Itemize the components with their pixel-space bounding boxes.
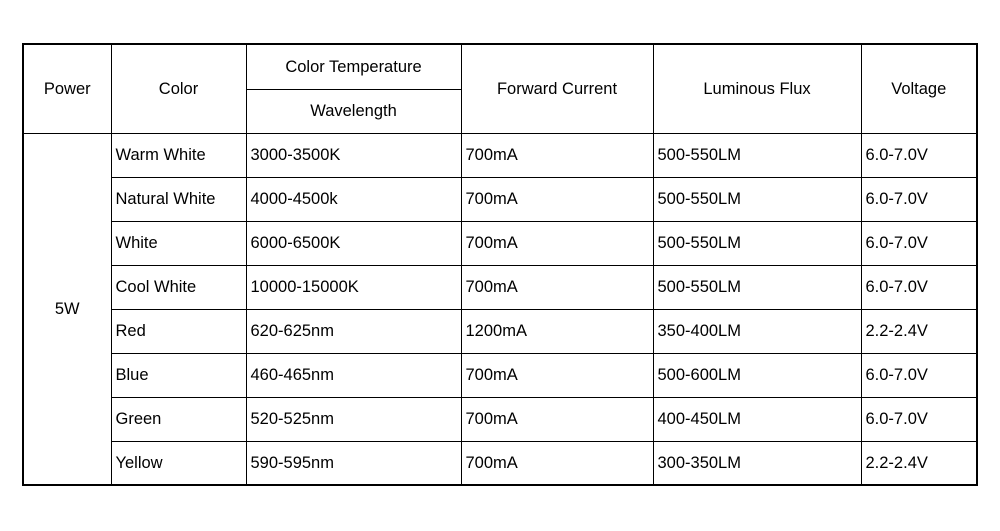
temperature-cell: 520-525nm xyxy=(246,397,461,441)
color-cell: Red xyxy=(111,309,246,353)
flux-cell: 500-550LM xyxy=(653,221,861,265)
voltage-cell: 6.0-7.0V xyxy=(861,177,977,221)
color-cell: Green xyxy=(111,397,246,441)
power-cell: 5W xyxy=(23,133,111,485)
table-row xyxy=(23,397,977,441)
temperature-cell: 590-595nm xyxy=(246,441,461,485)
table-row xyxy=(23,441,977,485)
voltage-cell: 6.0-7.0V xyxy=(861,265,977,309)
header-color-temperature: Color Temperature xyxy=(246,44,461,89)
voltage-cell: 2.2-2.4V xyxy=(861,441,977,485)
current-cell: 700mA xyxy=(461,265,653,309)
table-row xyxy=(23,265,977,309)
voltage-cell: 6.0-7.0V xyxy=(861,133,977,177)
flux-cell: 500-600LM xyxy=(653,353,861,397)
flux-cell: 500-550LM xyxy=(653,133,861,177)
temperature-cell: 4000-4500k xyxy=(246,177,461,221)
header-row xyxy=(23,44,977,89)
current-cell: 700mA xyxy=(461,353,653,397)
current-cell: 700mA xyxy=(461,133,653,177)
header-wavelength: Wavelength xyxy=(246,89,461,133)
header-forward-current: Forward Current xyxy=(461,44,653,133)
current-cell: 700mA xyxy=(461,397,653,441)
color-cell: Blue xyxy=(111,353,246,397)
flux-cell: 350-400LM xyxy=(653,309,861,353)
header-power: Power xyxy=(23,44,111,133)
current-cell: 700mA xyxy=(461,177,653,221)
voltage-cell: 6.0-7.0V xyxy=(861,221,977,265)
color-cell: White xyxy=(111,221,246,265)
header-color: Color xyxy=(111,44,246,133)
table-row xyxy=(23,353,977,397)
flux-cell: 500-550LM xyxy=(653,177,861,221)
header-luminous-flux: Luminous Flux xyxy=(653,44,861,133)
voltage-cell: 6.0-7.0V xyxy=(861,353,977,397)
flux-cell: 400-450LM xyxy=(653,397,861,441)
color-cell: Yellow xyxy=(111,441,246,485)
table-row xyxy=(23,221,977,265)
current-cell: 700mA xyxy=(461,441,653,485)
current-cell: 1200mA xyxy=(461,309,653,353)
led-spec-table xyxy=(22,43,978,486)
header-voltage: Voltage xyxy=(861,44,977,133)
table-row xyxy=(23,133,977,177)
flux-cell: 300-350LM xyxy=(653,441,861,485)
color-cell: Cool White xyxy=(111,265,246,309)
table-row xyxy=(23,177,977,221)
flux-cell: 500-550LM xyxy=(653,265,861,309)
current-cell: 700mA xyxy=(461,221,653,265)
color-cell: Warm White xyxy=(111,133,246,177)
voltage-cell: 2.2-2.4V xyxy=(861,309,977,353)
temperature-cell: 6000-6500K xyxy=(246,221,461,265)
temperature-cell: 460-465nm xyxy=(246,353,461,397)
color-cell: Natural White xyxy=(111,177,246,221)
temperature-cell: 620-625nm xyxy=(246,309,461,353)
voltage-cell: 6.0-7.0V xyxy=(861,397,977,441)
table-row xyxy=(23,309,977,353)
temperature-cell: 10000-15000K xyxy=(246,265,461,309)
temperature-cell: 3000-3500K xyxy=(246,133,461,177)
